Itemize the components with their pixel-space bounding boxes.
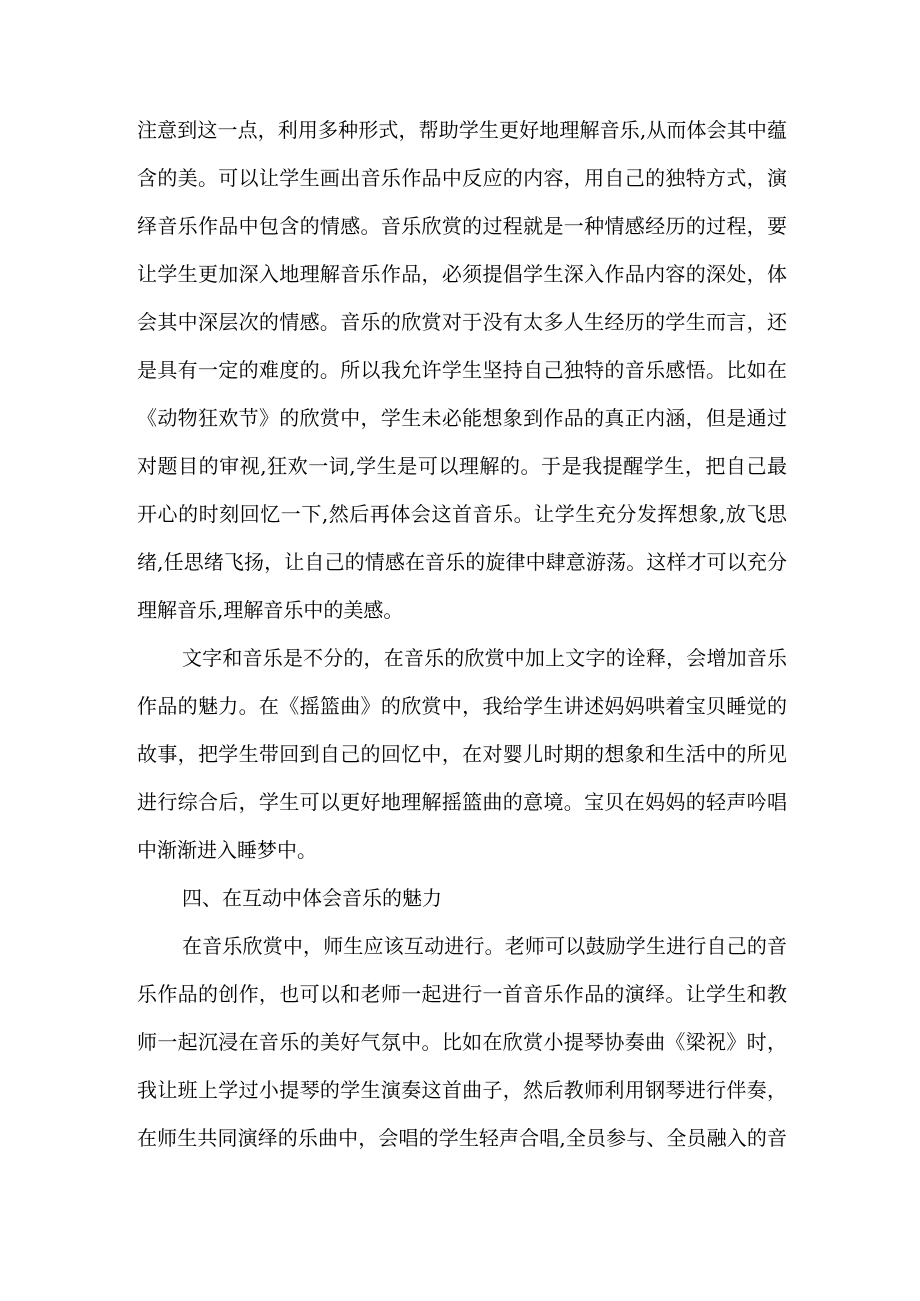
- text-line: 师一起沉浸在音乐的美好气氛中。比如在欣赏小提琴协奏曲《梁祝》时，: [137, 1030, 787, 1054]
- text-line: 作品的魅力。在《摇篮曲》的欣赏中，我给学生讲述妈妈哄着宝贝睡觉的: [137, 694, 787, 718]
- text-line: 对题目的审视,狂欢一词,学生是可以理解的。于是我提醒学生，把自己最: [137, 454, 787, 478]
- text-line: 文字和音乐是不分的，在音乐的欣赏中加上文字的诠释，会增加音乐: [182, 646, 787, 670]
- text-line: 让学生更加深入地理解音乐作品，必须提倡学生深入作品内容的深处，体: [137, 262, 787, 286]
- text-line: 会其中深层次的情感。音乐的欣赏对于没有太多人生经历的学生而言，还: [137, 310, 787, 334]
- text-line: 含的美。可以让学生画出音乐作品中反应的内容，用自己的独特方式，演: [137, 166, 787, 190]
- text-line: 故事，把学生带回到自己的回忆中，在对婴儿时期的想象和生活中的所见: [137, 742, 787, 766]
- text-line: 理解音乐,理解音乐中的美感。: [137, 598, 404, 622]
- text-line: 进行综合后，学生可以更好地理解摇篮曲的意境。宝贝在妈妈的轻声吟唱: [137, 790, 787, 814]
- text-line: 我让班上学过小提琴的学生演奏这首曲子，然后教师利用钢琴进行伴奏，: [137, 1078, 787, 1102]
- section-heading: 四、在互动中体会音乐的魅力: [182, 886, 442, 910]
- text-line: 注意到这一点，利用多种形式，帮助学生更好地理解音乐,从而体会其中蕴: [137, 118, 787, 142]
- text-line: 中渐渐进入睡梦中。: [137, 838, 317, 862]
- text-line: 开心的时刻回忆一下,然后再体会这首音乐。让学生充分发挥想象,放飞思: [137, 502, 787, 526]
- text-line: 在音乐欣赏中，师生应该互动进行。老师可以鼓励学生进行自己的音: [182, 934, 787, 958]
- text-line: 绪,任思绪飞扬，让自己的情感在音乐的旋律中肆意游荡。这样才可以充分: [137, 550, 787, 574]
- text-line: 乐作品的创作，也可以和老师一起进行一首音乐作品的演绎。让学生和教: [137, 982, 787, 1006]
- text-line: 在师生共同演绎的乐曲中，会唱的学生轻声合唱,全员参与、全员融入的音: [137, 1126, 787, 1150]
- text-line: 是具有一定的难度的。所以我允许学生坚持自己独特的音乐感悟。比如在: [137, 358, 787, 382]
- text-line: 《动物狂欢节》的欣赏中，学生未必能想象到作品的真正内涵，但是通过: [137, 406, 787, 430]
- text-line: 绎音乐作品中包含的情感。音乐欣赏的过程就是一种情感经历的过程，要: [137, 214, 787, 238]
